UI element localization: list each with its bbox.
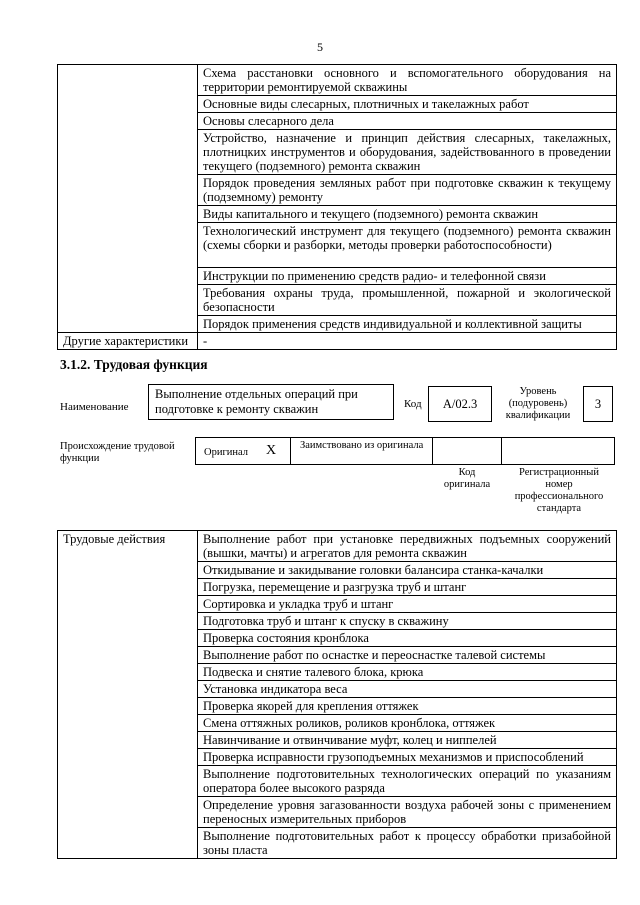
name-label: Наименование — [60, 401, 129, 413]
section-title: 3.1.2. Трудовая функция — [60, 357, 208, 372]
original-label: Оригинал — [204, 447, 248, 458]
list-item: Погрузка, перемещение и разгрузка труб и штанг — [198, 579, 617, 596]
list-item: Сортировка и укладка труб и штанг — [198, 596, 617, 613]
labor-actions-label: Трудовые действия — [58, 531, 198, 859]
list-item: Установка индикатора веса — [198, 681, 617, 698]
list-item: Устройство, назначение и принцип действия слесарных, такелажных, плотницких инструментов и оборудования, задействованного в проведении текущего (подземного) ремонта скважин — [198, 130, 617, 175]
list-item: Виды капитального и текущего (подземного) ремонта скважин — [198, 206, 617, 223]
empty-label-cell — [58, 65, 198, 333]
list-item: Схема расстановки основного и вспомогательного оборудования на территории ремонтируемой скважины — [198, 65, 617, 96]
list-item: Определение уровня загазованности воздуха рабочей зоны с применением переносных измерительных приборов — [198, 797, 617, 828]
list-item: Основы слесарного дела — [198, 113, 617, 130]
list-item: Выполнение работ по оснастке и переоснастке талевой системы — [198, 647, 617, 664]
list-item: Проверка исправности грузоподъемных механизмов и приспособлений — [198, 749, 617, 766]
list-item: Основные виды слесарных, плотничных и такелажных работ — [198, 96, 617, 113]
qualification-level-value: 3 — [594, 397, 602, 411]
knowledge-table — [57, 64, 617, 350]
name-value: Выполнение отдельных операций при подготовке к ремонту скважин — [155, 387, 358, 416]
code-label: Код — [404, 398, 422, 410]
table-row — [58, 531, 617, 562]
list-item: Подвеска и снятие талевого блока, крюка — [198, 664, 617, 681]
list-item: Проверка состояния кронблока — [198, 630, 617, 647]
list-item: Порядок применения средств индивидуальной и коллективной защиты — [198, 316, 617, 333]
origin-code-label: Код оригинала — [443, 467, 491, 490]
qualification-level-box — [583, 386, 613, 422]
other-characteristics-value: - — [198, 333, 617, 350]
code-value: A/02.3 — [442, 397, 478, 411]
list-item: Выполнение работ при установке передвижных подъемных сооружений (вышки, мачты) и агрегатов для ремонта скважин — [198, 531, 617, 562]
code-value-box — [428, 386, 492, 422]
original-mark: X — [266, 443, 277, 458]
table-row — [58, 65, 617, 96]
table-row — [58, 333, 617, 350]
page-number: 5 — [317, 40, 323, 54]
list-item: Подготовка труб и штанг к спуску в скважину — [198, 613, 617, 630]
list-item: Проверка якорей для крепления оттяжек — [198, 698, 617, 715]
labor-actions-table — [57, 530, 617, 859]
qualification-level-label: Уровень (подуровень) квалификации — [505, 386, 571, 421]
list-item: Откидывание и закидывание головки балансира станка-качалки — [198, 562, 617, 579]
list-item: Порядок проведения земляных работ при подготовке скважин к текущему (подземному) ремонту — [198, 175, 617, 206]
list-item: Выполнение подготовительных технологических операций по указаниям оператора более высокого разряда — [198, 766, 617, 797]
list-item: Инструкции по применению средств радио- и телефонной связи — [198, 268, 617, 285]
other-characteristics-label: Другие характеристики — [58, 333, 198, 350]
origin-box — [195, 437, 615, 465]
list-item: Выполнение подготовительных работ к процессу обработки призабойной зоны пласта — [198, 828, 617, 859]
name-value-box — [148, 384, 394, 420]
list-item: Смена оттяжных роликов, роликов кронблока, оттяжек — [198, 715, 617, 732]
registration-number-label: Регистрационный номер профессионального стандарта — [514, 467, 604, 514]
list-item: Технологический инструмент для текущего (подземного) ремонта скважин (схемы сборки и разборки, методы проверки работоспособности) — [198, 223, 617, 268]
origin-label: Происхождение трудовой функции — [60, 441, 175, 464]
list-item: Требования охраны труда, промышленной, пожарной и экологической безопасности — [198, 285, 617, 316]
list-item: Навинчивание и отвинчивание муфт, колец и ниппелей — [198, 732, 617, 749]
borrowed-label: Заимствовано из оригинала — [300, 440, 424, 451]
